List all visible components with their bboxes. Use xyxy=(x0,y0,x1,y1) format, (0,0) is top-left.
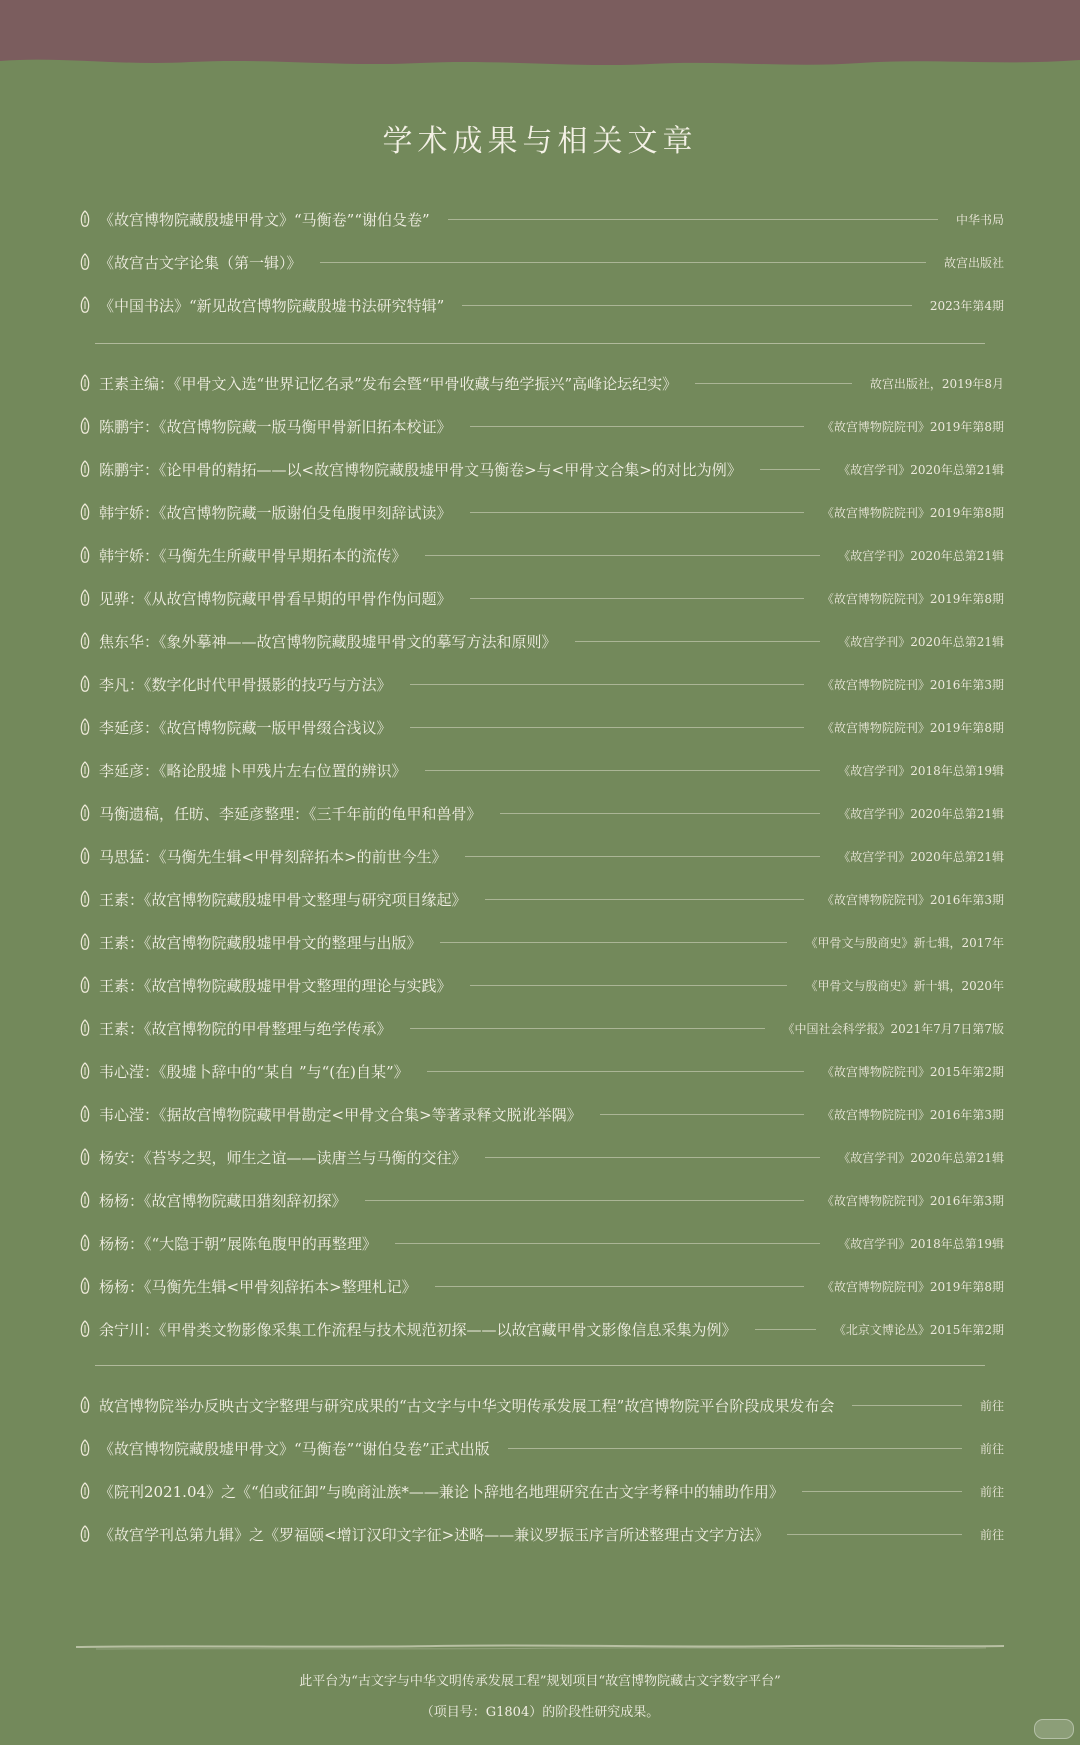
item-source: 故宫出版社 xyxy=(943,256,1004,270)
article-item[interactable] xyxy=(76,749,1004,792)
article-item[interactable] xyxy=(76,620,1004,663)
leader-line xyxy=(410,727,804,728)
article-list xyxy=(76,362,1004,1351)
leader-line xyxy=(695,383,852,384)
item-source: 《故宫学刊》2018年总第19辑 xyxy=(838,764,1004,778)
oracle-bone-icon xyxy=(76,1189,94,1213)
leader-line xyxy=(410,1028,765,1029)
leader-line xyxy=(802,1491,962,1492)
item-source: 中华书局 xyxy=(955,213,1004,227)
article-item[interactable] xyxy=(76,1136,1004,1179)
oracle-bone-icon xyxy=(76,716,94,740)
item-title[interactable]: 杨杨：《“大隐于朝”展陈龟腹甲的再整理》 xyxy=(99,1235,377,1253)
oracle-bone-icon xyxy=(76,1232,94,1256)
related-link-item[interactable] xyxy=(76,1470,1004,1513)
leader-line xyxy=(508,1448,962,1449)
book-item[interactable] xyxy=(76,198,1004,241)
article-item[interactable] xyxy=(76,1093,1004,1136)
item-source: 《故宫博物院院刊》2016年第3期 xyxy=(821,1108,1004,1122)
article-item[interactable] xyxy=(76,534,1004,577)
footer-line-1: 此平台为“古文字与中华文明传承发展工程”规划项目“故宫博物院藏古文字数字平台” xyxy=(299,1674,781,1689)
related-link-item[interactable] xyxy=(76,1513,1004,1556)
article-item[interactable] xyxy=(76,921,1004,964)
item-title[interactable]: 见骅：《从故宫博物院藏甲骨看早期的甲骨作伪问题》 xyxy=(99,590,452,608)
book-item[interactable] xyxy=(76,284,1004,327)
oracle-bone-icon xyxy=(76,587,94,611)
item-source: 《故宫博物院院刊》2016年第3期 xyxy=(821,678,1004,692)
leader-line xyxy=(500,813,821,814)
article-item[interactable] xyxy=(76,1050,1004,1093)
article-item[interactable] xyxy=(76,663,1004,706)
oracle-bone-icon xyxy=(76,1146,94,1170)
item-source: 故宫出版社，2019年8月 xyxy=(869,377,1004,391)
item-title[interactable]: 《故宫博物院藏殷墟甲骨文》“马衡卷”“谢伯殳卷” xyxy=(99,211,430,229)
leader-line xyxy=(470,598,804,599)
leader-line xyxy=(425,555,821,556)
item-source: 《故宫学刊》2018年总第19辑 xyxy=(838,1237,1004,1251)
oracle-bone-icon xyxy=(76,845,94,869)
article-item[interactable] xyxy=(76,577,1004,620)
corner-badge xyxy=(1034,1719,1074,1739)
article-item[interactable] xyxy=(76,448,1004,491)
item-title[interactable]: 王素：《故宫博物院的甲骨整理与绝学传承》 xyxy=(99,1020,392,1038)
item-source: 《甲骨文与殷商史》新十辑，2020年 xyxy=(805,979,1004,993)
leader-line xyxy=(465,856,821,857)
leader-line xyxy=(410,684,804,685)
article-item[interactable] xyxy=(76,964,1004,1007)
item-title[interactable]: 杨杨：《马衡先生辑<甲骨刻辞拓本>整理札记》 xyxy=(99,1278,417,1296)
go-link[interactable]: 前往 xyxy=(979,1528,1004,1542)
article-item[interactable] xyxy=(76,1222,1004,1265)
footer-line-2: （项目号：G1804）的阶段性研究成果。 xyxy=(420,1705,660,1720)
oracle-bone-icon xyxy=(76,802,94,826)
article-item[interactable] xyxy=(76,706,1004,749)
item-source: 《故宫博物院院刊》2016年第3期 xyxy=(821,893,1004,907)
oracle-bone-icon xyxy=(76,630,94,654)
item-title[interactable]: 陈鹏宇：《故宫博物院藏一版马衡甲骨新旧拓本校证》 xyxy=(99,418,452,436)
item-source: 《故宫学刊》2020年总第21辑 xyxy=(838,1151,1004,1165)
leader-line xyxy=(448,219,938,220)
item-source: 《故宫学刊》2020年总第21辑 xyxy=(838,549,1004,563)
item-source: 《北京文博论丛》2015年第2期 xyxy=(833,1323,1004,1337)
leader-line xyxy=(427,1071,804,1072)
oracle-bone-icon xyxy=(76,1103,94,1127)
leader-line xyxy=(440,942,788,943)
oracle-bone-icon xyxy=(76,1394,94,1418)
item-title[interactable]: 王素主编：《甲骨文入选“世界记忆名录”发布会暨“甲骨收藏与绝学振兴”高峰论坛纪实》 xyxy=(99,375,678,393)
leader-line xyxy=(485,1157,821,1158)
item-source: 《故宫博物院院刊》2019年第8期 xyxy=(821,420,1004,434)
item-title[interactable]: 马衡遗稿，任昉、李延彦整理：《三千年前的龟甲和兽骨》 xyxy=(99,805,482,823)
leader-line xyxy=(760,469,820,470)
item-title[interactable]: 余宁川：《甲骨类文物影像采集工作流程与技术规范初探——以故宫藏甲骨文影像信息采集为例》 xyxy=(99,1321,737,1339)
oracle-bone-icon xyxy=(76,1480,94,1504)
footer-brush-line xyxy=(76,1640,1004,1652)
related-links-list xyxy=(76,1384,1004,1556)
section-divider xyxy=(95,1365,985,1366)
go-link[interactable]: 前往 xyxy=(979,1399,1004,1413)
oracle-bone-icon xyxy=(76,931,94,955)
item-title[interactable]: 《故宫古文字论集（第一辑）》 xyxy=(99,254,302,272)
article-item[interactable] xyxy=(76,362,1004,405)
item-title[interactable]: 韩宇娇：《故宫博物院藏一版谢伯殳龟腹甲刻辞试读》 xyxy=(99,504,452,522)
leader-line xyxy=(485,899,804,900)
item-title[interactable]: 杨安：《苔岑之契，师生之谊——读唐兰与马衡的交往》 xyxy=(99,1149,467,1167)
item-title[interactable]: 陈鹏宇：《论甲骨的精拓——以<故宫博物院藏殷墟甲骨文马衡卷>与<甲骨文合集>的对比为例》 xyxy=(99,461,742,479)
oracle-bone-icon xyxy=(76,251,94,275)
item-source: 《故宫博物院院刊》2015年第2期 xyxy=(821,1065,1004,1079)
oracle-bone-icon xyxy=(76,673,94,697)
leader-line xyxy=(755,1329,816,1330)
related-link-item[interactable] xyxy=(76,1384,1004,1427)
go-link[interactable]: 前往 xyxy=(979,1442,1004,1456)
go-link[interactable]: 前往 xyxy=(979,1485,1004,1499)
item-title[interactable]: 韦心滢：《据故宫博物院藏甲骨勘定<甲骨文合集>等著录释文脱讹举隅》 xyxy=(99,1106,582,1124)
article-item[interactable] xyxy=(76,792,1004,835)
oracle-bone-icon xyxy=(76,888,94,912)
leader-line xyxy=(852,1405,962,1406)
leader-line xyxy=(470,985,788,986)
leader-line xyxy=(470,426,804,427)
item-source: 《故宫博物院院刊》2019年第8期 xyxy=(821,592,1004,606)
article-item[interactable] xyxy=(76,1265,1004,1308)
article-item[interactable] xyxy=(76,491,1004,534)
item-title[interactable]: 《院刊2021.04》之《“伯或征卸”与晚商沚族*——兼论卜辞地名地理研究在古文字考释中的辅助作用》 xyxy=(99,1483,784,1501)
item-source: 2023年第4期 xyxy=(929,299,1004,313)
item-title[interactable]: 王素：《故宫博物院藏殷墟甲骨文的整理与出版》 xyxy=(99,934,422,952)
section-divider xyxy=(95,343,985,344)
related-link-item[interactable] xyxy=(76,1427,1004,1470)
item-title[interactable]: 杨杨：《故宫博物院藏田猎刻辞初探》 xyxy=(99,1192,347,1210)
item-source: 《中国社会科学报》2021年7月7日第7版 xyxy=(782,1022,1004,1036)
item-title[interactable]: 李延彦：《故宫博物院藏一版甲骨缀合浅议》 xyxy=(99,719,392,737)
oracle-bone-icon xyxy=(76,1523,94,1547)
article-item[interactable] xyxy=(76,1007,1004,1050)
oracle-bone-icon xyxy=(76,1437,94,1461)
oracle-bone-icon xyxy=(76,1318,94,1342)
oracle-bone-icon xyxy=(76,759,94,783)
item-source: 《故宫学刊》2020年总第21辑 xyxy=(838,807,1004,821)
item-title[interactable]: 马思猛：《马衡先生辑<甲骨刻辞拓本>的前世今生》 xyxy=(99,848,447,866)
item-title[interactable]: 韩宇娇：《马衡先生所藏甲骨早期拓本的流传》 xyxy=(99,547,407,565)
leader-line xyxy=(575,641,821,642)
oracle-bone-icon xyxy=(76,974,94,998)
item-title[interactable]: 焦东华：《象外摹神——故宫博物院藏殷墟甲骨文的摹写方法和原则》 xyxy=(99,633,557,651)
item-source: 《甲骨文与殷商史》新七辑，2017年 xyxy=(805,936,1004,950)
item-source: 《故宫学刊》2020年总第21辑 xyxy=(838,463,1004,477)
top-decorative-band xyxy=(0,0,1080,70)
item-title[interactable]: 王素：《故宫博物院藏殷墟甲骨文整理的理论与实践》 xyxy=(99,977,452,995)
item-title[interactable]: 《故宫学刊总第九辑》之《罗福颐<增订汉印文字征>述略——兼议罗振玉序言所述整理古文字方法》 xyxy=(99,1526,770,1544)
oracle-bone-icon xyxy=(76,1017,94,1041)
leader-line xyxy=(365,1200,804,1201)
item-source: 《故宫学刊》2020年总第21辑 xyxy=(838,635,1004,649)
oracle-bone-icon xyxy=(76,1275,94,1299)
item-source: 《故宫博物院院刊》2016年第3期 xyxy=(821,1194,1004,1208)
item-title[interactable]: 韦心滢：《殷墟卜辞中的“某自 ”与“(在)自某”》 xyxy=(99,1063,409,1081)
leader-line xyxy=(462,305,911,306)
item-source: 《故宫博物院院刊》2019年第8期 xyxy=(821,721,1004,735)
page-title: 学术成果与相关文章 xyxy=(382,124,698,159)
oracle-bone-icon xyxy=(76,544,94,568)
book-list xyxy=(76,198,1004,327)
leader-line xyxy=(470,512,804,513)
item-title[interactable]: 王素：《故宫博物院藏殷墟甲骨文整理与研究项目缘起》 xyxy=(99,891,467,909)
leader-line xyxy=(787,1534,962,1535)
oracle-bone-icon xyxy=(76,415,94,439)
item-source: 《故宫博物院院刊》2019年第8期 xyxy=(821,1280,1004,1294)
article-item[interactable] xyxy=(76,835,1004,878)
book-item[interactable] xyxy=(76,241,1004,284)
oracle-bone-icon xyxy=(76,294,94,318)
leader-line xyxy=(425,770,821,771)
oracle-bone-icon xyxy=(76,1060,94,1084)
item-title[interactable]: 李凡：《数字化时代甲骨摄影的技巧与方法》 xyxy=(99,676,392,694)
article-item[interactable] xyxy=(76,1308,1004,1351)
article-item[interactable] xyxy=(76,405,1004,448)
leader-line xyxy=(435,1286,804,1287)
item-title[interactable]: 故宫博物院举办反映古文字整理与研究成果的“古文字与中华文明传承发展工程”故宫博物院平台阶段成果发布会 xyxy=(99,1397,835,1415)
item-title[interactable]: 《中国书法》“新见故宫博物院藏殷墟书法研究特辑” xyxy=(99,297,445,315)
item-source: 《故宫学刊》2020年总第21辑 xyxy=(838,850,1004,864)
leader-line xyxy=(600,1114,804,1115)
oracle-bone-icon xyxy=(76,501,94,525)
article-item[interactable] xyxy=(76,1179,1004,1222)
leader-line xyxy=(395,1243,820,1244)
item-source: 《故宫博物院院刊》2019年第8期 xyxy=(821,506,1004,520)
leader-line xyxy=(320,262,926,263)
item-title[interactable]: 李延彦：《略论殷墟卜甲残片左右位置的辨识》 xyxy=(99,762,407,780)
oracle-bone-icon xyxy=(76,372,94,396)
oracle-bone-icon xyxy=(76,458,94,482)
article-item[interactable] xyxy=(76,878,1004,921)
item-title[interactable]: 《故宫博物院藏殷墟甲骨文》“马衡卷”“谢伯殳卷”正式出版 xyxy=(99,1440,490,1458)
oracle-bone-icon xyxy=(76,208,94,232)
